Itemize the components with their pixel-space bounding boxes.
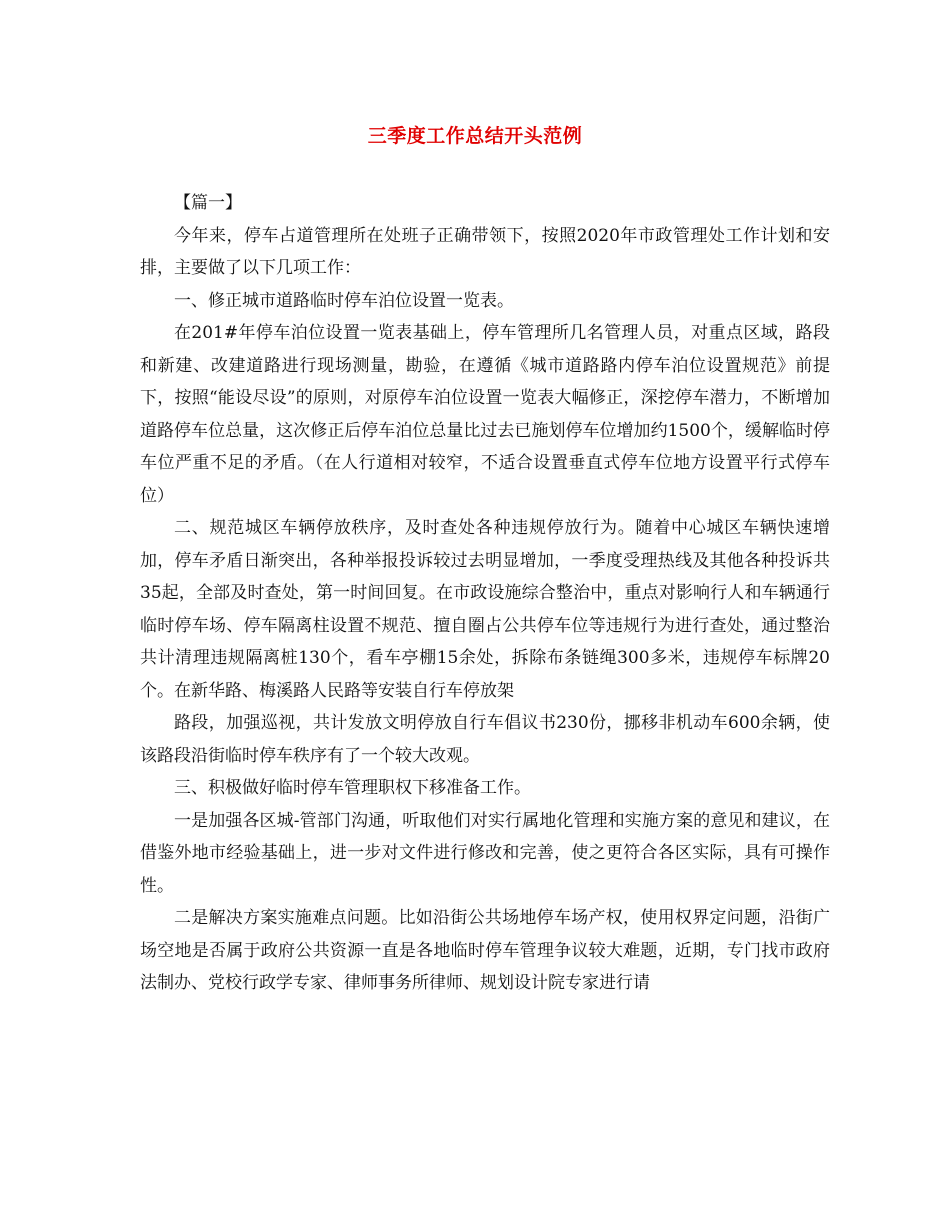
body-paragraph: 二是解决方案实施难点问题。比如沿街公共场地停车场产权，使用权界定问题，沿街广场空地是否属于政府公共资源一直是各地临时停车管理争议较大难题，近期，专门找市政府法制办、党校行政学专家、律师事务所律师、规划设计院专家进行请	[140, 908, 830, 993]
section-marker: 【篇一】	[174, 193, 242, 213]
body-paragraph: 在201#年停车泊位设置一览表基础上，停车管理所几名管理人员，对重点区域，路段和新建、改建道路进行现场测量，勘验，在遵循《城市道路路内停车泊位设置规范》前提下，按照“能设尽设”的原则，对原停车泊位设置一览表大幅修正，深挖停车潜力，不断增加道路停车位总量，这次修正后停车泊位总量比过去已施划停车位增加约1500个，缓解临时停车位严重不足的矛盾。（在人行道相对较窄，不适合设置垂直式停车位地方设置平行式停车位）	[140, 323, 830, 506]
document-body	[140, 187, 830, 1000]
section-heading: 一、修正城市道路临时停车泊位设置一览表。	[174, 290, 514, 311]
body-paragraph: 一是加强各区城-管部门沟通，听取他们对实行属地化管理和实施方案的意见和建议，在借鉴外地市经验基础上，进一步对文件进行修改和完善，使之更符合各区实际，具有可操作性。	[140, 810, 830, 896]
document-title: 三季度工作总结开头范例	[367, 125, 583, 147]
body-paragraph: 路段，加强巡视，共计发放文明停放自行车倡议书230份，挪移非机动车600余辆，使该路段沿街临时停车秩序有了一个较大改观。	[140, 713, 830, 766]
section-heading: 三、积极做好临时停车管理职权下移准备工作。	[174, 778, 531, 798]
body-paragraph: 今年来，停车占道管理所在处班子正确带领下，按照2020年市政管理处工作计划和安排，主要做了以下几项工作：	[140, 225, 830, 278]
body-paragraph: 二、规范城区车辆停放秩序，及时查处各种违规停放行为。随着中心城区车辆快速增加，停车矛盾日渐突出，各种举报投诉较过去明显增加，一季度受理热线及其他各种投诉共35起，全部及时查处，第一时间回复。在市政设施综合整治中，重点对影响行人和车辆通行临时停车场、停车隔离柱设置不规范、擅自圈占公共停车位等违规行为进行查处，通过整治共计清理违规隔离桩130个，看车亭棚15余处，拆除布条链绳300多米，违规停车标牌20个。在新华路、梅溪路人民路等安装自行车停放架	[140, 518, 830, 701]
